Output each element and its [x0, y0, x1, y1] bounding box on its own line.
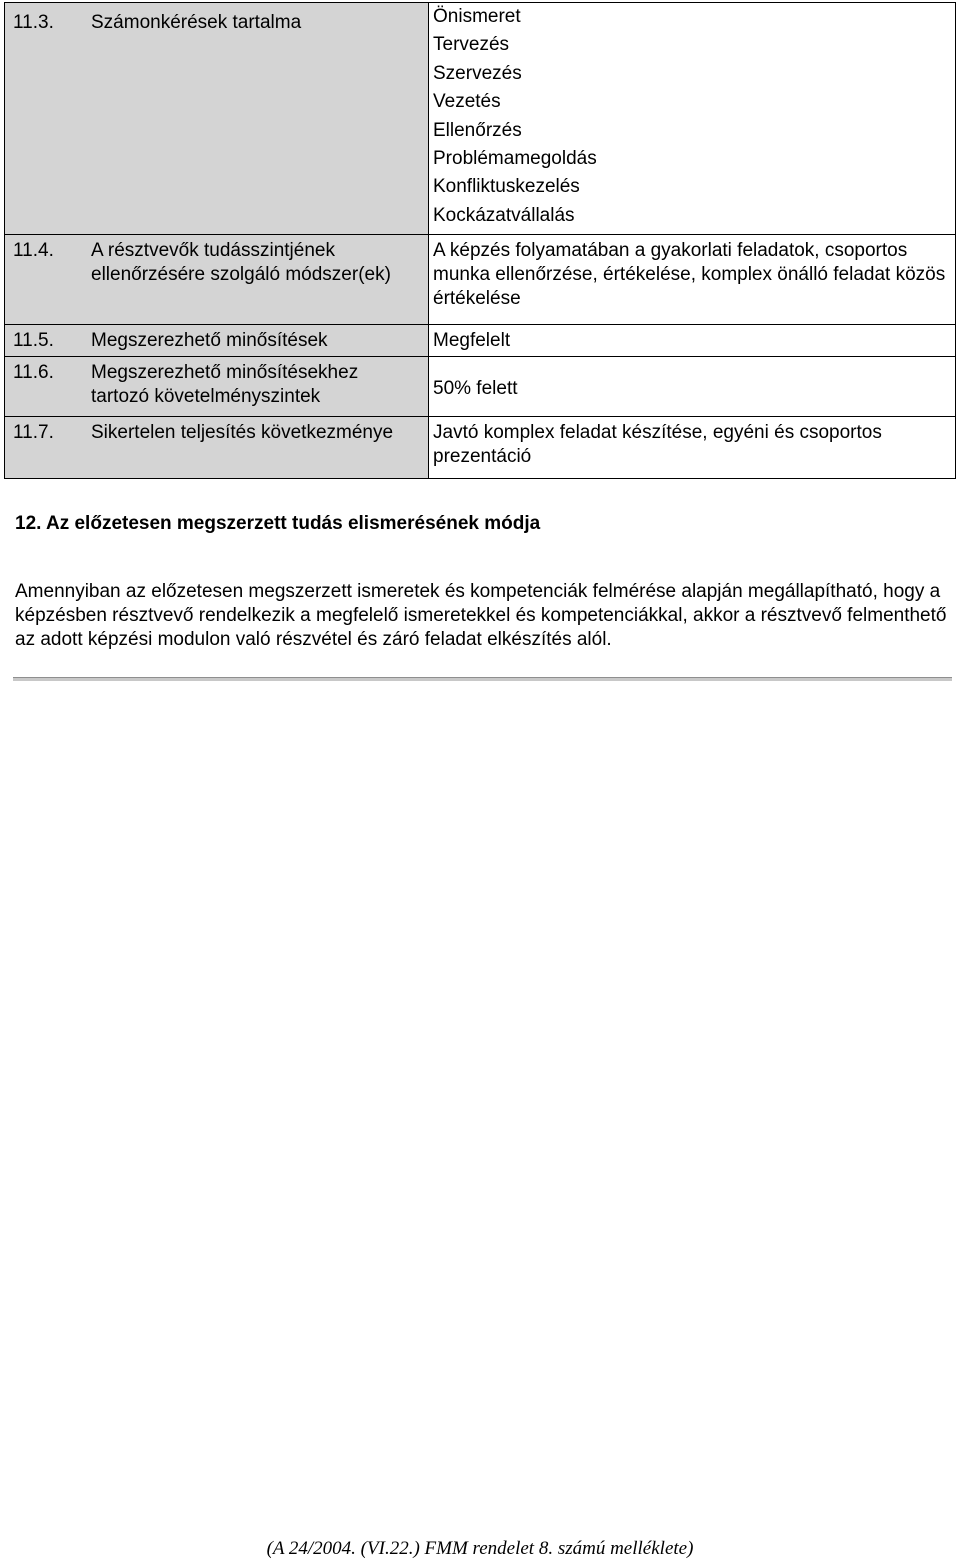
- row-label-cell: [5, 235, 429, 325]
- table-row: [5, 417, 956, 479]
- row-number: 11.3.: [13, 12, 54, 33]
- list-item: Szervezés: [433, 62, 522, 84]
- list-item: Problémamegoldás: [433, 148, 597, 170]
- row-number: 11.7.: [13, 422, 54, 444]
- list-item: Önismeret: [433, 6, 521, 27]
- row-value-cell: [429, 235, 956, 325]
- assessment-method: A képzés folyamatában a gyakorlati feladatok, csoportos munka ellenőrzése, értékelése, komplex önálló feladat közös értékelése: [433, 240, 946, 310]
- row-label: Számonkérések tartalma: [91, 12, 302, 33]
- row-label: A résztvevők tudásszintjének ellenőrzésére szolgáló módszer(ek): [91, 240, 391, 286]
- row-value-cell: [429, 3, 956, 235]
- row-value-cell: [429, 325, 956, 357]
- list-item: Tervezés: [433, 34, 510, 56]
- requirement-level-value: 50% felett: [433, 377, 518, 399]
- row-label-cell: [5, 357, 429, 417]
- table-row: [5, 357, 956, 417]
- horizontal-rule: [13, 677, 952, 681]
- list-item: Konfliktuskezelés: [433, 176, 580, 198]
- requirements-table: [4, 2, 956, 479]
- row-number: 11.5.: [13, 330, 54, 352]
- footer-text: (A 24/2004. (VI.22.) FMM rendelet 8. számú melléklete): [266, 1538, 694, 1559]
- row-value-cell: [429, 357, 956, 417]
- qualification-value: Megfelelt: [433, 330, 511, 352]
- row-label: Sikertelen teljesítés következménye: [91, 422, 394, 444]
- row-label-cell: [5, 325, 429, 357]
- section-title: 12. Az előzetesen megszerzett tudás elismerésének módja: [15, 513, 541, 534]
- section-body: Amennyiban az előzetesen megszerzett ismeretek és kompetenciák felmérése alapján megállapítható, hogy a képzésben résztvevő rendelkezik a megfelelő ismeretekkel és kompetenciákkal, akkor a résztvevő felmenthető az adott képzési modulon való részvétel és záró feladat elkészítés alól.: [15, 581, 947, 650]
- table-row: [5, 235, 956, 325]
- row-label-cell: [5, 3, 429, 235]
- list-item: Kockázatvállalás: [433, 204, 575, 226]
- failure-consequence-value: Javtó komplex feladat készítése, egyéni és csoportos prezentáció: [433, 422, 882, 468]
- row-label: Megszerezhető minősítésekhez tartozó követelményszintek: [91, 362, 359, 408]
- page-footer: [0, 1537, 960, 1561]
- row-value-cell: [429, 417, 956, 479]
- table-row: [5, 325, 956, 357]
- skills-list: [433, 3, 951, 234]
- row-number: 11.4.: [13, 240, 54, 262]
- list-item: Vezetés: [433, 91, 501, 113]
- table-row: [5, 3, 956, 235]
- row-label: Megszerezhető minősítések: [91, 330, 328, 352]
- row-number: 11.6.: [13, 362, 54, 384]
- row-label-cell: [5, 417, 429, 479]
- list-item: Ellenőrzés: [433, 119, 522, 141]
